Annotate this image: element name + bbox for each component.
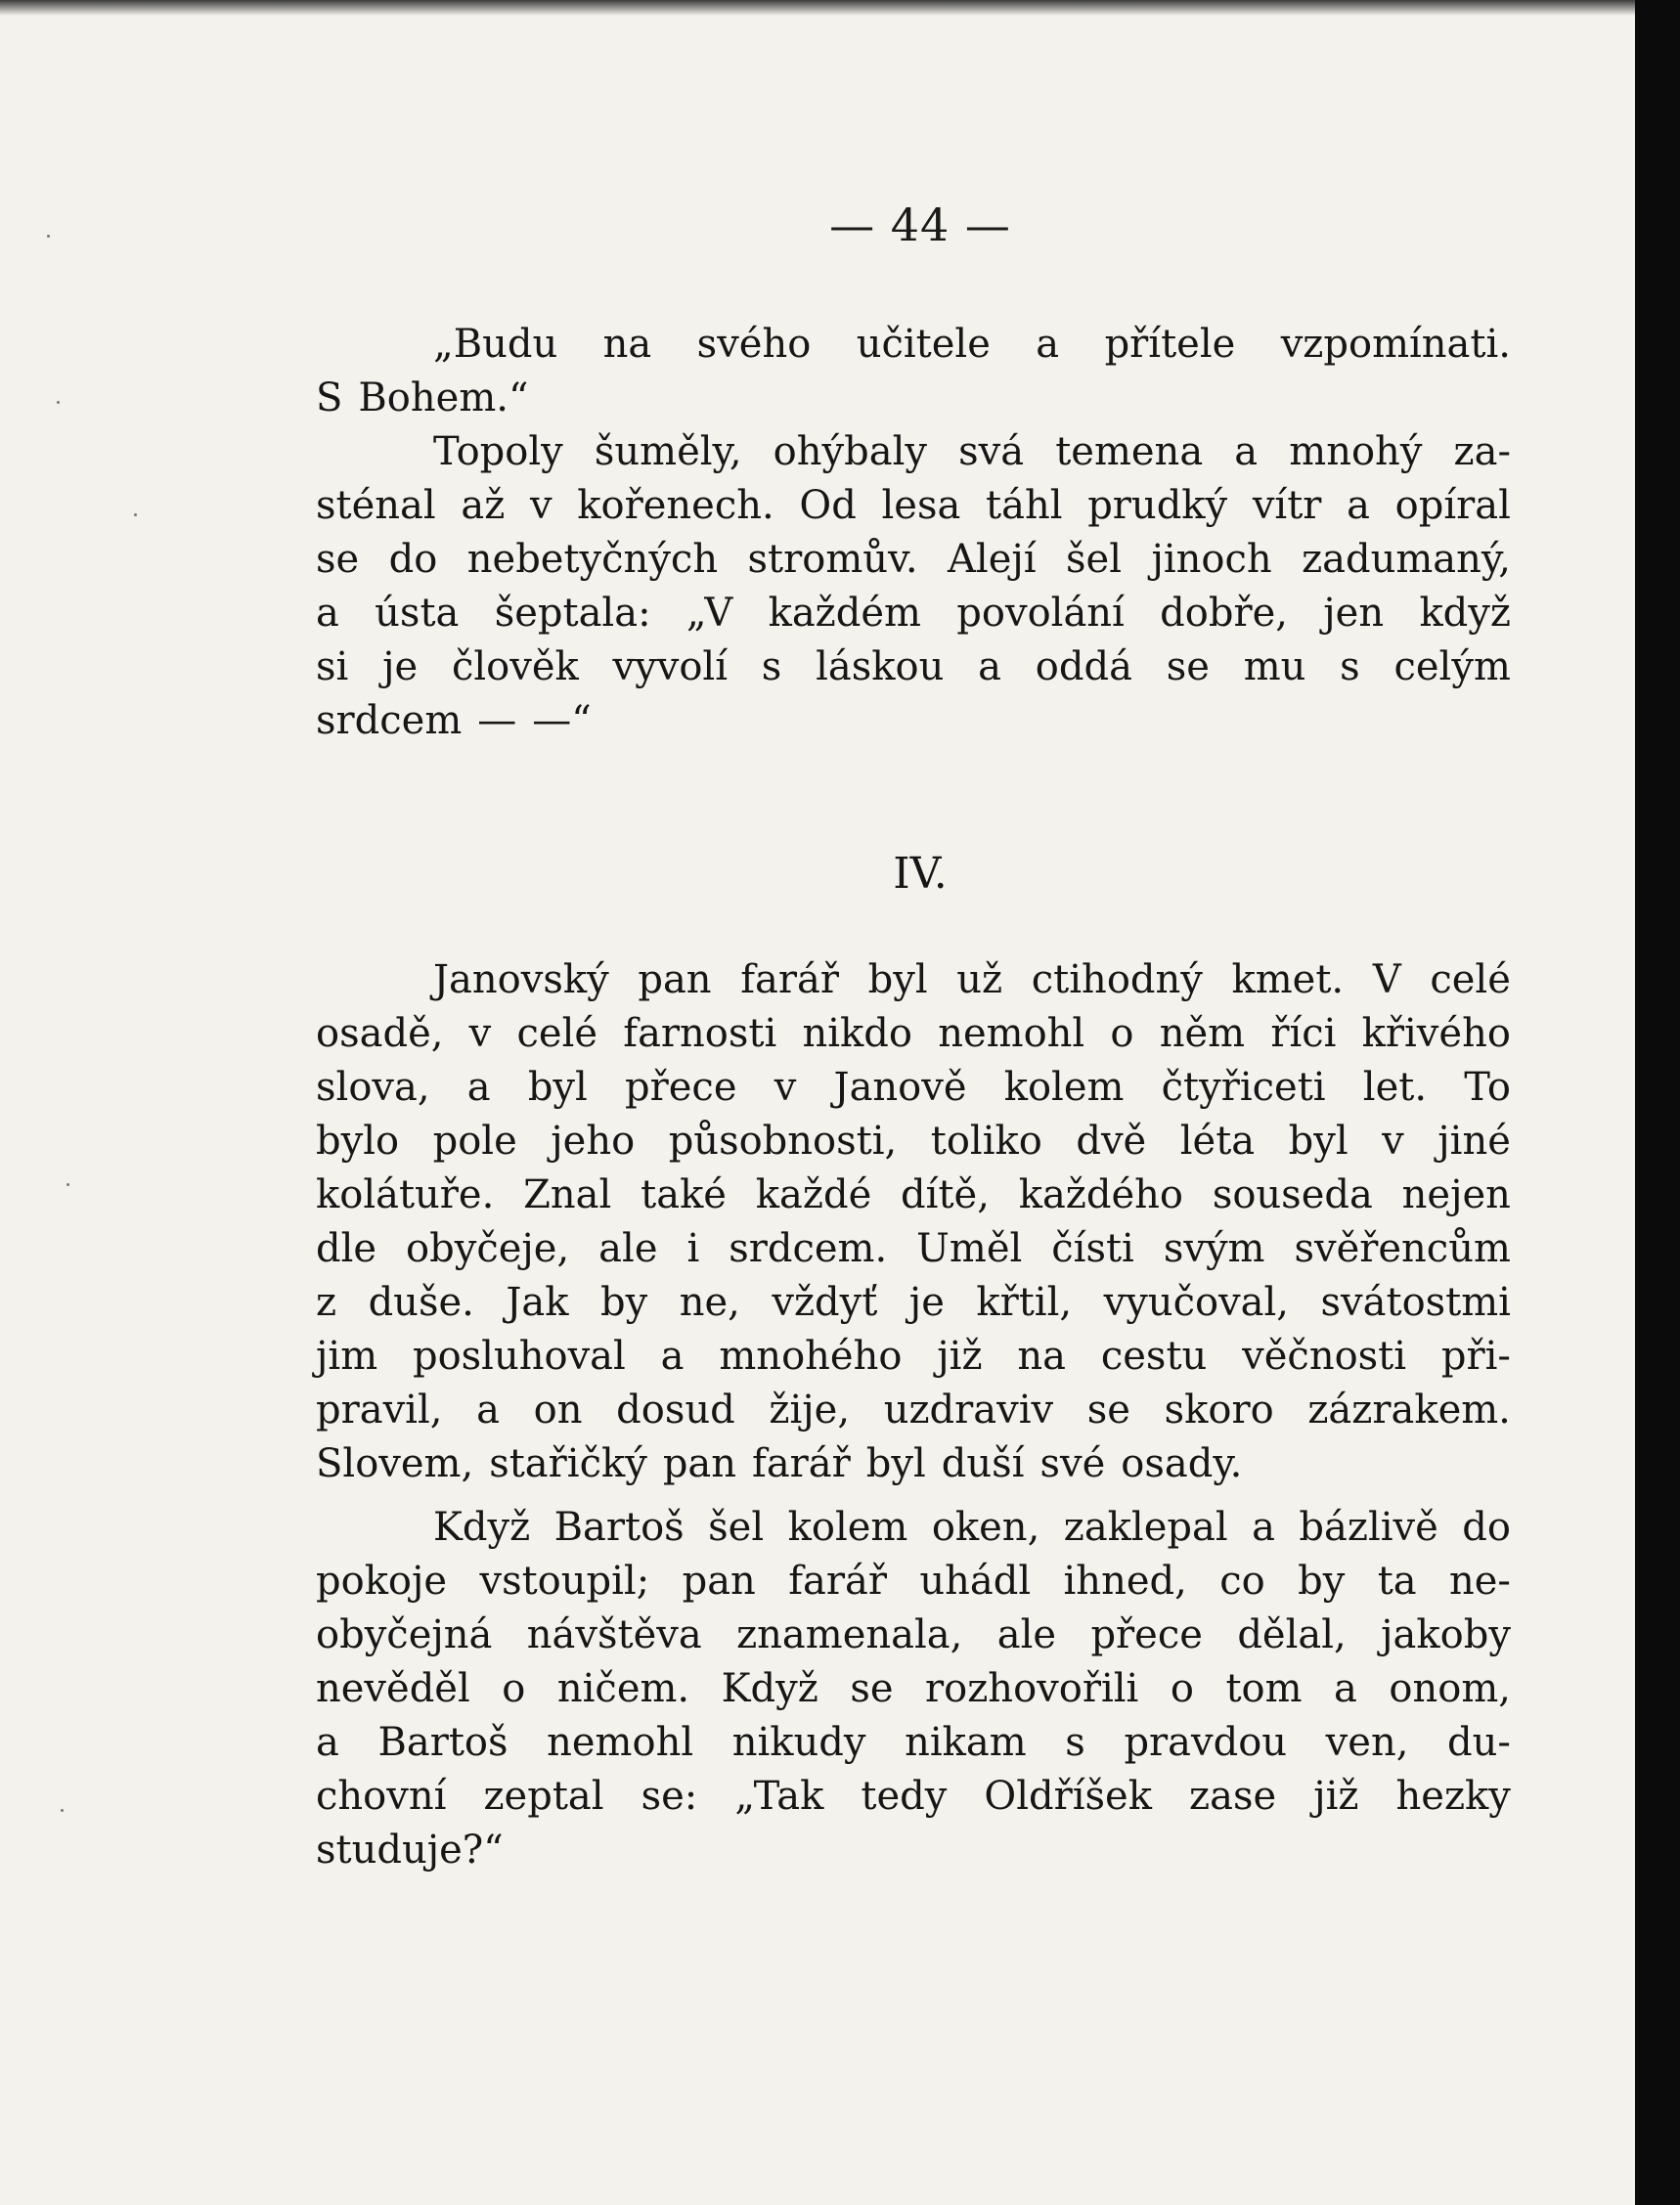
text-line: nevěděl o ničem. Když se rozhovořili o tom a onom,: [316, 1666, 1511, 1711]
text-line: a Bartoš nemohl nikudy nikam s pravdou ven, du-: [316, 1720, 1511, 1765]
chapter-heading: IV.: [893, 849, 948, 899]
text-line: Slovem, stařičký pan farář byl duší své osady.: [316, 1441, 1243, 1486]
text-line: Janovský pan farář byl už ctihodný kmet. V celé: [433, 957, 1511, 1002]
paragraph-priest: [316, 953, 1511, 1491]
scan-speck: [57, 401, 60, 404]
text-line: „Budu na svého učitele a přítele vzpomínati.: [433, 322, 1511, 367]
text-line: Když Bartoš šel kolem oken, zaklepal a bázlivě do: [433, 1505, 1511, 1550]
scan-dark-edge: [1635, 0, 1680, 2205]
text-line: si je člověk vyvolí s láskou a oddá se mu s celým: [316, 644, 1511, 689]
scan-speck: [134, 513, 137, 516]
text-line: S Bohem.“: [316, 375, 529, 420]
text-line: bylo pole jeho působnosti, toliko dvě léta byl v jiné: [316, 1119, 1511, 1164]
text-line: pravil, a on dosud žije, uzdraviv se skoro zázrakem.: [316, 1388, 1511, 1433]
text-line: kolátuře. Znal také každé dítě, každého souseda nejen: [316, 1172, 1511, 1217]
text-line: z duše. Jak by ne, vždyť je křtil, vyučoval, svátostmi: [316, 1280, 1511, 1325]
text-line: Topoly šuměly, ohýbaly svá temena a mnohý za-: [433, 429, 1511, 474]
paragraph-poplars: [316, 425, 1511, 748]
text-line: srdcem — —“: [316, 698, 592, 743]
text-line: sténal až v kořenech. Od lesa táhl prudký vítr a opíral: [316, 483, 1511, 528]
scan-top-shadow: [0, 0, 1635, 16]
text-line: jim posluhoval a mnohého již na cestu věčnosti při-: [316, 1334, 1511, 1379]
text-line: obyčejná návštěva znamenala, ale přece dělal, jakoby: [316, 1612, 1511, 1657]
paragraph-bartos: [316, 1501, 1511, 1877]
scan-speck: [61, 1809, 64, 1812]
text-line: dle obyčeje, ale i srdcem. Uměl čísti svým svěřencům: [316, 1226, 1511, 1271]
text-line: chovní zeptal se: „Tak tedy Oldříšek zase již hezky: [316, 1774, 1511, 1819]
text-line: se do nebetyčných stromův. Alejí šel jinoch zadumaný,: [316, 537, 1511, 582]
text-line: osadě, v celé farnosti nikdo nemohl o něm říci křivého: [316, 1011, 1511, 1056]
text-line: slova, a byl přece v Janově kolem čtyřiceti let. To: [316, 1065, 1511, 1110]
page-number: — 44 —: [829, 198, 1011, 251]
scan-speck: [66, 1183, 69, 1186]
text-line: studuje?“: [316, 1828, 504, 1873]
text-line: a ústa šeptala: „V každém povolání dobře, jen když: [316, 591, 1511, 636]
paragraph-farewell: [316, 318, 1511, 425]
text-line: pokoje vstoupil; pan farář uhádl ihned, co by ta ne-: [316, 1559, 1511, 1604]
